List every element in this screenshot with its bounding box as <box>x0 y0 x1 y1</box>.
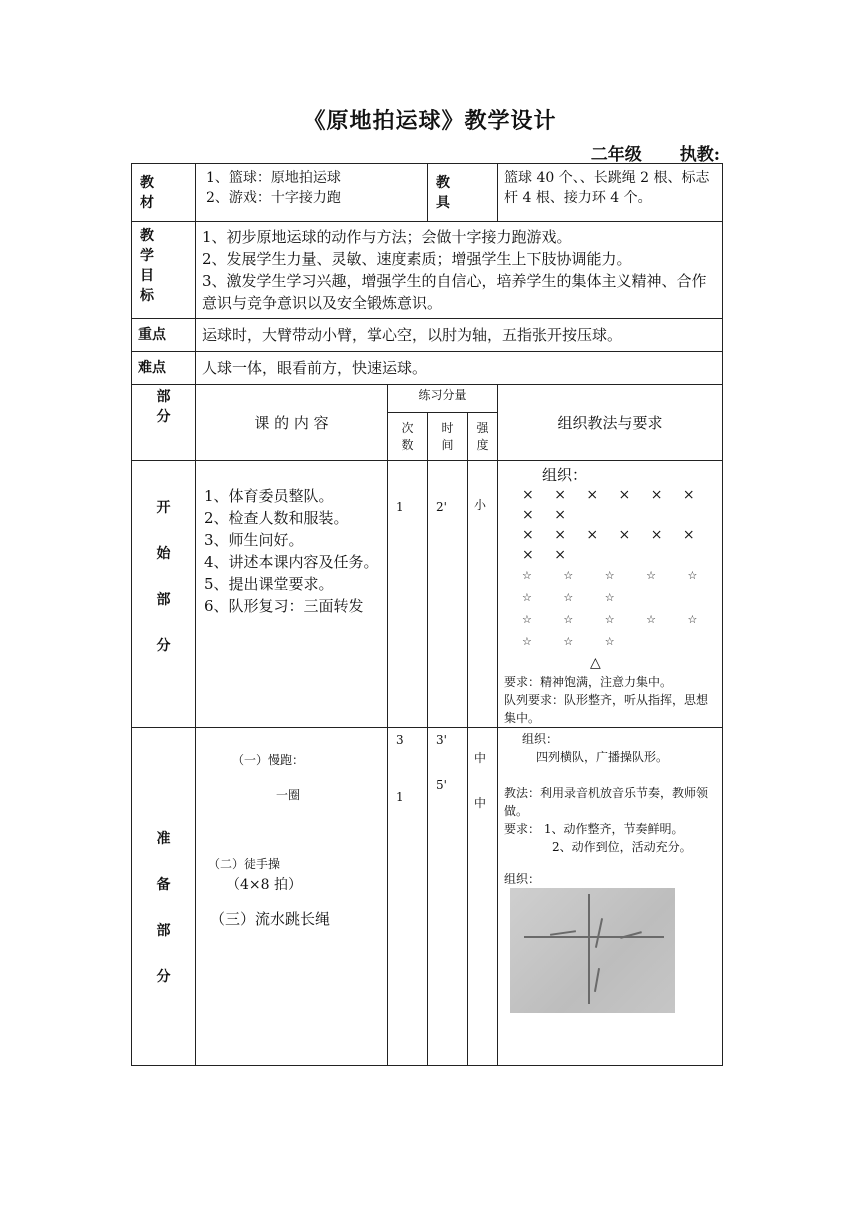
prep-section-row <box>132 728 723 1066</box>
start-section-label: 开 始 部 分 <box>132 461 196 728</box>
difficulty-row <box>132 352 723 385</box>
objectives-row <box>132 222 723 319</box>
materials-items: 1、篮球：原地拍运球 2、游戏：十字接力跑 <box>196 164 428 222</box>
formation-row-x-1: × × × × × × × × <box>522 487 703 523</box>
start-requirement-2: 队列要求：队形整齐，听从指挥，思想集中。 <box>504 693 709 725</box>
lesson-plan-table <box>131 163 723 1066</box>
start-requirement-1: 要求：精神饱满，注意力集中。 <box>504 675 673 689</box>
objectives-text: 1、初步原地运球的动作与方法；会做十字接力跑游戏。 2、发展学生力量、灵敏、速度素质；增强学生上下肢协调能力。 3、激发学生学习兴趣，增强学生的自信心，培养学生的集体主义精神、合作意识与竞争意识以及安全锻炼意识。 <box>196 222 723 319</box>
formation-row-x-2: × × × × × × × × <box>522 527 703 563</box>
formation-row-star-2: ☆ ☆ ☆ ☆ ☆ ☆ ☆ ☆ <box>522 613 712 648</box>
header-intensity: 强 度 <box>468 413 498 461</box>
teacher-label: 执教: <box>679 145 720 165</box>
prep-method-text: 教法：利用录音机放音乐节奏，教师领做。 <box>504 786 709 818</box>
start-items: 1、体育委员整队。 2、检查人数和服装。 3、师生问好。 4、讲述本课内容及任务。 5、提出课堂要求。 6、队形复习：三面转发 <box>196 461 388 728</box>
subheading <box>591 140 720 165</box>
equipment-label: 教 具 <box>428 164 498 222</box>
start-method <box>498 461 723 728</box>
prep-requirement-1: 要求： 1、动作整齐，节奏鲜明。 <box>504 822 684 836</box>
materials-row <box>132 164 723 222</box>
start-intensity: 小 <box>468 461 498 728</box>
header-method: 组织教法与要求 <box>498 385 723 461</box>
header-row-1 <box>132 385 723 413</box>
key-point-label: 重点 <box>132 319 196 352</box>
key-point-text: 运球时，大臂带动小臂，掌心空，以肘为轴，五指张开按压球。 <box>196 319 723 352</box>
formation-row-star-1: ☆ ☆ ☆ ☆ ☆ ☆ ☆ ☆ <box>522 569 712 604</box>
document-title: 《原地拍运球》教学设计 <box>303 108 557 134</box>
prep-requirement-2: 2、动作到位，活动充分。 <box>552 840 692 854</box>
prep-org-label-2: 组织： <box>504 872 541 886</box>
difficulty-text: 人球一体，眼看前方，快速运球。 <box>196 352 723 385</box>
prep-duration: 3' 5' <box>428 728 468 1066</box>
objectives-label: 教 学 目 标 <box>132 222 196 319</box>
teacher-triangle-icon: △ <box>590 655 601 671</box>
header-practice: 练习分量 <box>388 385 498 413</box>
materials-label: 教 材 <box>132 164 196 222</box>
prep-method <box>498 728 723 1066</box>
equipment-text: 篮球 40 个、、长跳绳 2 根、标志杆 4 根、接力环 4 个。 <box>498 164 723 222</box>
difficulty-label: 难点 <box>132 352 196 385</box>
prep-intensity: 中 中 <box>468 728 498 1066</box>
grade-label: 二年级 <box>590 145 642 165</box>
formation-photo <box>510 888 675 1013</box>
header-part: 部 分 <box>132 385 196 461</box>
start-times: 1 <box>388 461 428 728</box>
prep-org-label: 组织： <box>522 732 559 746</box>
start-section-row <box>132 461 723 728</box>
header-duration: 时 间 <box>428 413 468 461</box>
header-times: 次 数 <box>388 413 428 461</box>
start-duration: 2' <box>428 461 468 728</box>
prep-times: 3 1 <box>388 728 428 1066</box>
prep-org-text: 四列横队，广播操队形。 <box>536 750 669 764</box>
header-content: 课 的 内 容 <box>196 385 388 461</box>
start-org-label: 组织： <box>542 466 588 484</box>
prep-section-label: 准 备 部 分 <box>132 728 196 1066</box>
prep-items: （一）慢跑： 一圈 （二）徒手操 （4×8 拍） （三）流水跳长绳 <box>196 728 388 1066</box>
key-point-row <box>132 319 723 352</box>
